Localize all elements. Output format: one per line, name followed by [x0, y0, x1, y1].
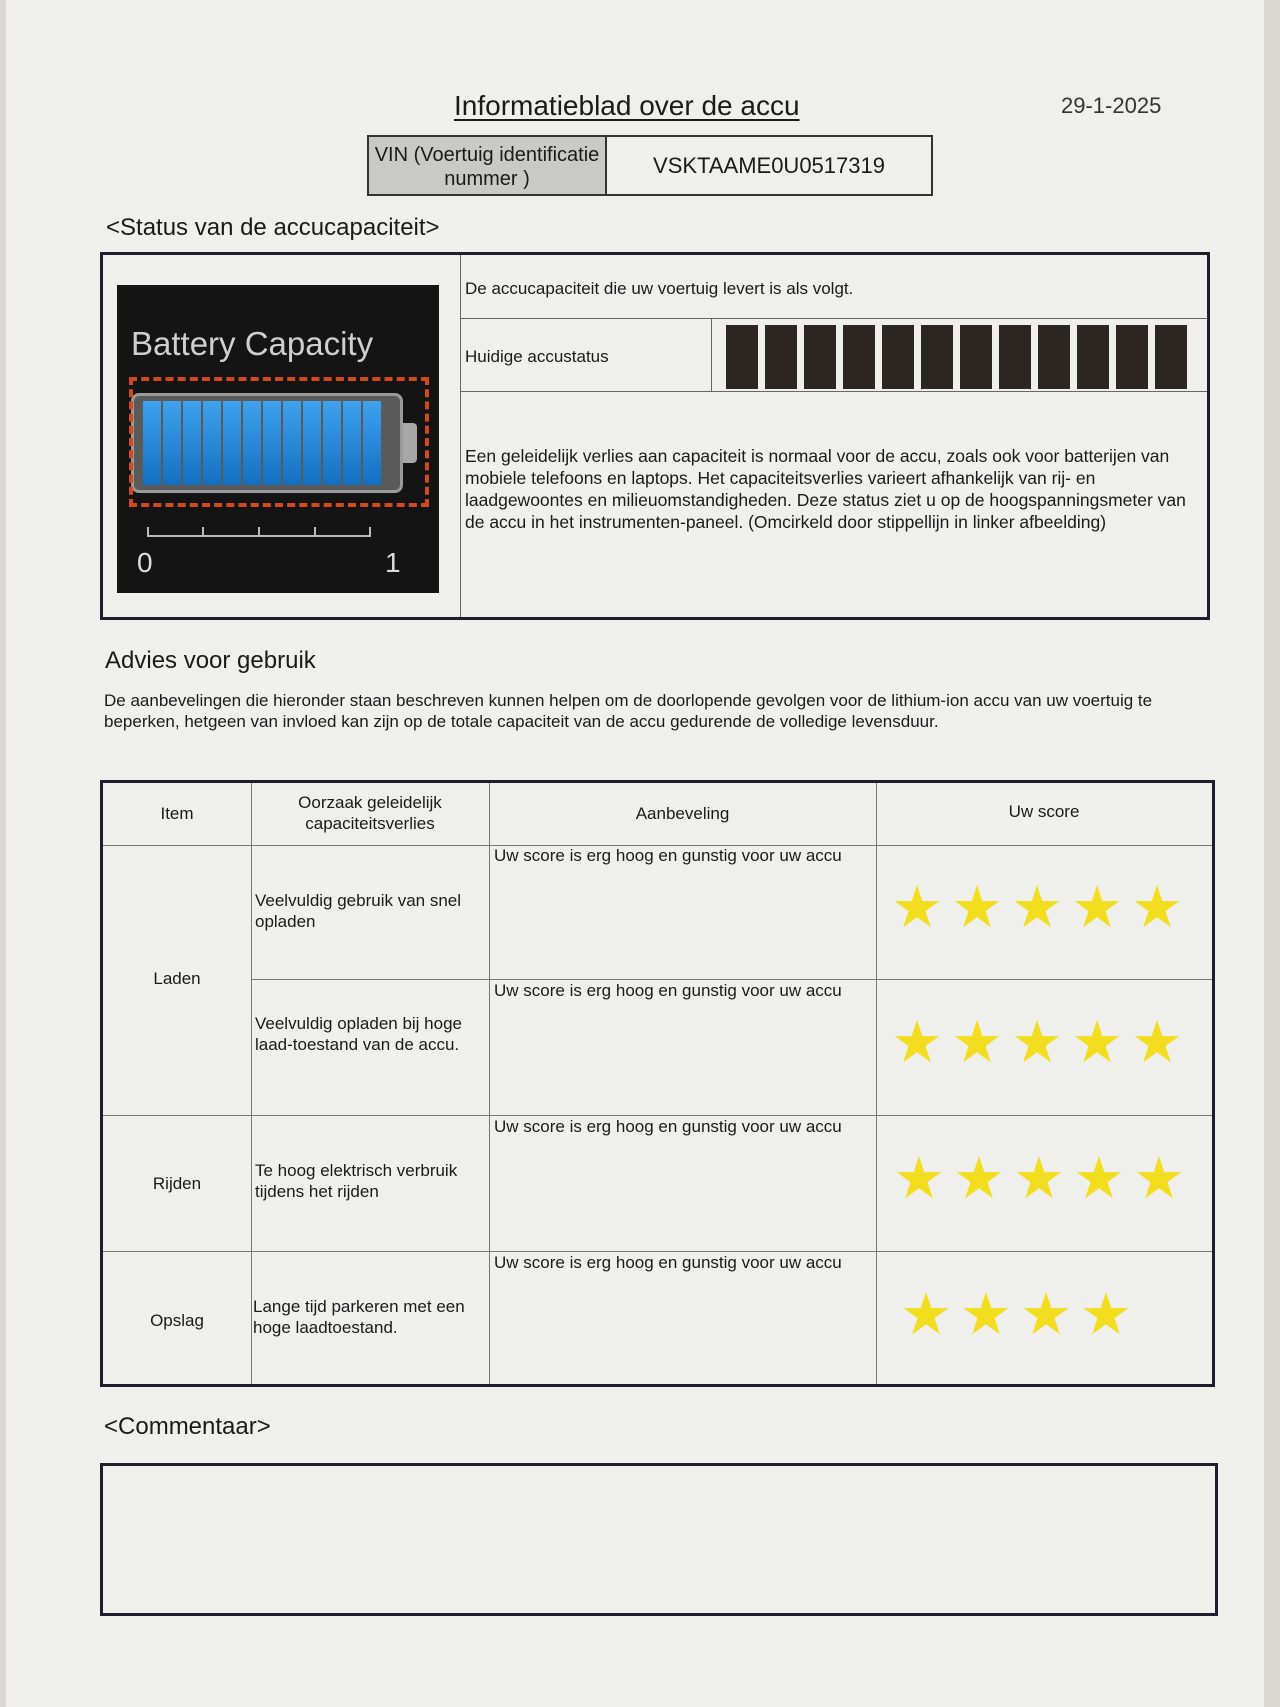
star-icon: ★: [1071, 1008, 1123, 1076]
status-bar-segment: [921, 325, 953, 389]
battery-scale: [147, 525, 371, 537]
comment-box: [100, 1463, 1218, 1616]
recommendation-cell: Uw score is erg hoog en gunstig voor uw accu: [494, 1253, 842, 1272]
status-description: Een geleidelijk verlies aan capaciteit is normaal voor de accu, zoals ook voor batterijen van mobiele telefoons en laptops. Het capaciteitsverlies varieert afhankelijk van rij- en laadgewoontes en milieuomstandigheden. Deze status ziet u op de hoogspanningsmeter van de accu in het instrumenten-paneel. (Omcirkeld door stippellijn in linker afbeelding): [465, 446, 1186, 532]
star-icon: ★: [1133, 1144, 1185, 1212]
page-title: Informatieblad over de accu: [454, 90, 800, 121]
star-icon: ★: [891, 1008, 943, 1076]
scale-max-label: 1: [385, 547, 401, 578]
status-intro: De accucapaciteit die uw voertuig levert is als volgt.: [461, 255, 1207, 319]
score-stars: [891, 873, 1183, 941]
vin-label: VIN (Voertuig identificatie nummer ): [369, 137, 607, 194]
group-label-rijden: Rijden: [152, 1174, 202, 1193]
col-divider: [876, 783, 877, 1384]
status-bar-segment: [960, 325, 992, 389]
current-status-label: Huidige accustatus: [465, 347, 609, 366]
status-bar-segment: [726, 325, 758, 389]
column-header-cause: Oorzaak geleidelijk capaciteitsverlies: [298, 793, 442, 833]
scale-tick: [314, 527, 316, 537]
column-header-score: Uw score: [1008, 802, 1080, 821]
status-bar-segment: [1038, 325, 1070, 389]
cause-cell: Veelvuldig gebruik van snel opladen: [255, 891, 462, 931]
star-icon: ★: [1131, 873, 1183, 941]
star-icon: ★: [900, 1280, 952, 1348]
column-header-recommendation: Aanbeveling: [635, 804, 730, 823]
status-bar-segment: [843, 325, 875, 389]
advice-heading: Advies voor gebruik: [105, 647, 316, 674]
status-image-cell: [103, 255, 461, 617]
comment-heading: <Commentaar>: [104, 1413, 271, 1440]
recommendation-cell: Uw score is erg hoog en gunstig voor uw accu: [494, 981, 842, 1000]
status-bar-segment: [804, 325, 836, 389]
star-icon: ★: [1071, 873, 1123, 941]
col-divider: [251, 783, 252, 1384]
battery-capacity-image: [117, 285, 439, 593]
star-icon: ★: [1020, 1280, 1072, 1348]
scale-min-label: 0: [137, 547, 153, 578]
cause-cell: Lange tijd parkeren met een hoge laadtoestand.: [253, 1297, 465, 1337]
group-label-laden: Laden: [153, 969, 201, 988]
score-table: [100, 780, 1215, 1387]
status-bar-segment: [1116, 325, 1148, 389]
star-icon: ★: [1131, 1008, 1183, 1076]
recommendation-cell: Uw score is erg hoog en gunstig voor uw accu: [494, 1117, 842, 1136]
star-icon: ★: [951, 873, 1003, 941]
document-date: 29-1-2025: [1061, 93, 1162, 118]
recommendation-cell: Uw score is erg hoog en gunstig voor uw accu: [494, 846, 842, 865]
star-icon: ★: [960, 1280, 1012, 1348]
star-icon: ★: [953, 1144, 1005, 1212]
status-bar-segment: [1077, 325, 1109, 389]
vin-table: [367, 135, 933, 196]
status-heading: <Status van de accucapaciteit>: [106, 214, 440, 241]
cause-cell: Te hoog elektrisch verbruik tijdens het rijden: [255, 1161, 458, 1201]
vin-value: VSKTAAME0U0517319: [653, 152, 885, 178]
status-bar-segment: [882, 325, 914, 389]
dashed-highlight-frame: [129, 377, 429, 507]
group-label-opslag: Opslag: [150, 1311, 204, 1330]
scale-tick: [147, 527, 149, 537]
star-icon: ★: [951, 1008, 1003, 1076]
star-icon: ★: [1013, 1144, 1065, 1212]
status-box: [100, 252, 1210, 620]
status-bar-segment: [1155, 325, 1187, 389]
status-bar-segment: [765, 325, 797, 389]
star-icon: ★: [893, 1144, 945, 1212]
scale-tick: [258, 527, 260, 537]
battery-capacity-title: Battery Capacity: [131, 325, 374, 362]
star-icon: ★: [1011, 873, 1063, 941]
star-icon: ★: [891, 873, 943, 941]
cause-cell: Veelvuldig opladen bij hoge laad-toestand van de accu.: [255, 1014, 463, 1054]
star-icon: ★: [1080, 1280, 1132, 1348]
current-status-row: [461, 319, 1207, 392]
col-divider: [489, 783, 490, 1384]
status-bars: [726, 325, 1187, 389]
score-stars: [893, 1144, 1185, 1212]
star-icon: ★: [1073, 1144, 1125, 1212]
score-stars: [891, 1008, 1183, 1076]
score-stars: [900, 1280, 1132, 1348]
column-header-item: Item: [160, 804, 194, 823]
status-bar-segment: [999, 325, 1031, 389]
advice-paragraph: De aanbevelingen die hieronder staan beschreven kunnen helpen om de doorlopende gevolgen voor de lithium-ion accu van uw voertuig te beperken, hetgeen van invloed kan zijn op de totale capaciteit van de accu gedurende de volledige levensduur.: [104, 691, 1153, 731]
scale-tick: [202, 527, 204, 537]
scale-tick: [369, 527, 371, 537]
divider: [711, 319, 712, 391]
star-icon: ★: [1011, 1008, 1063, 1076]
